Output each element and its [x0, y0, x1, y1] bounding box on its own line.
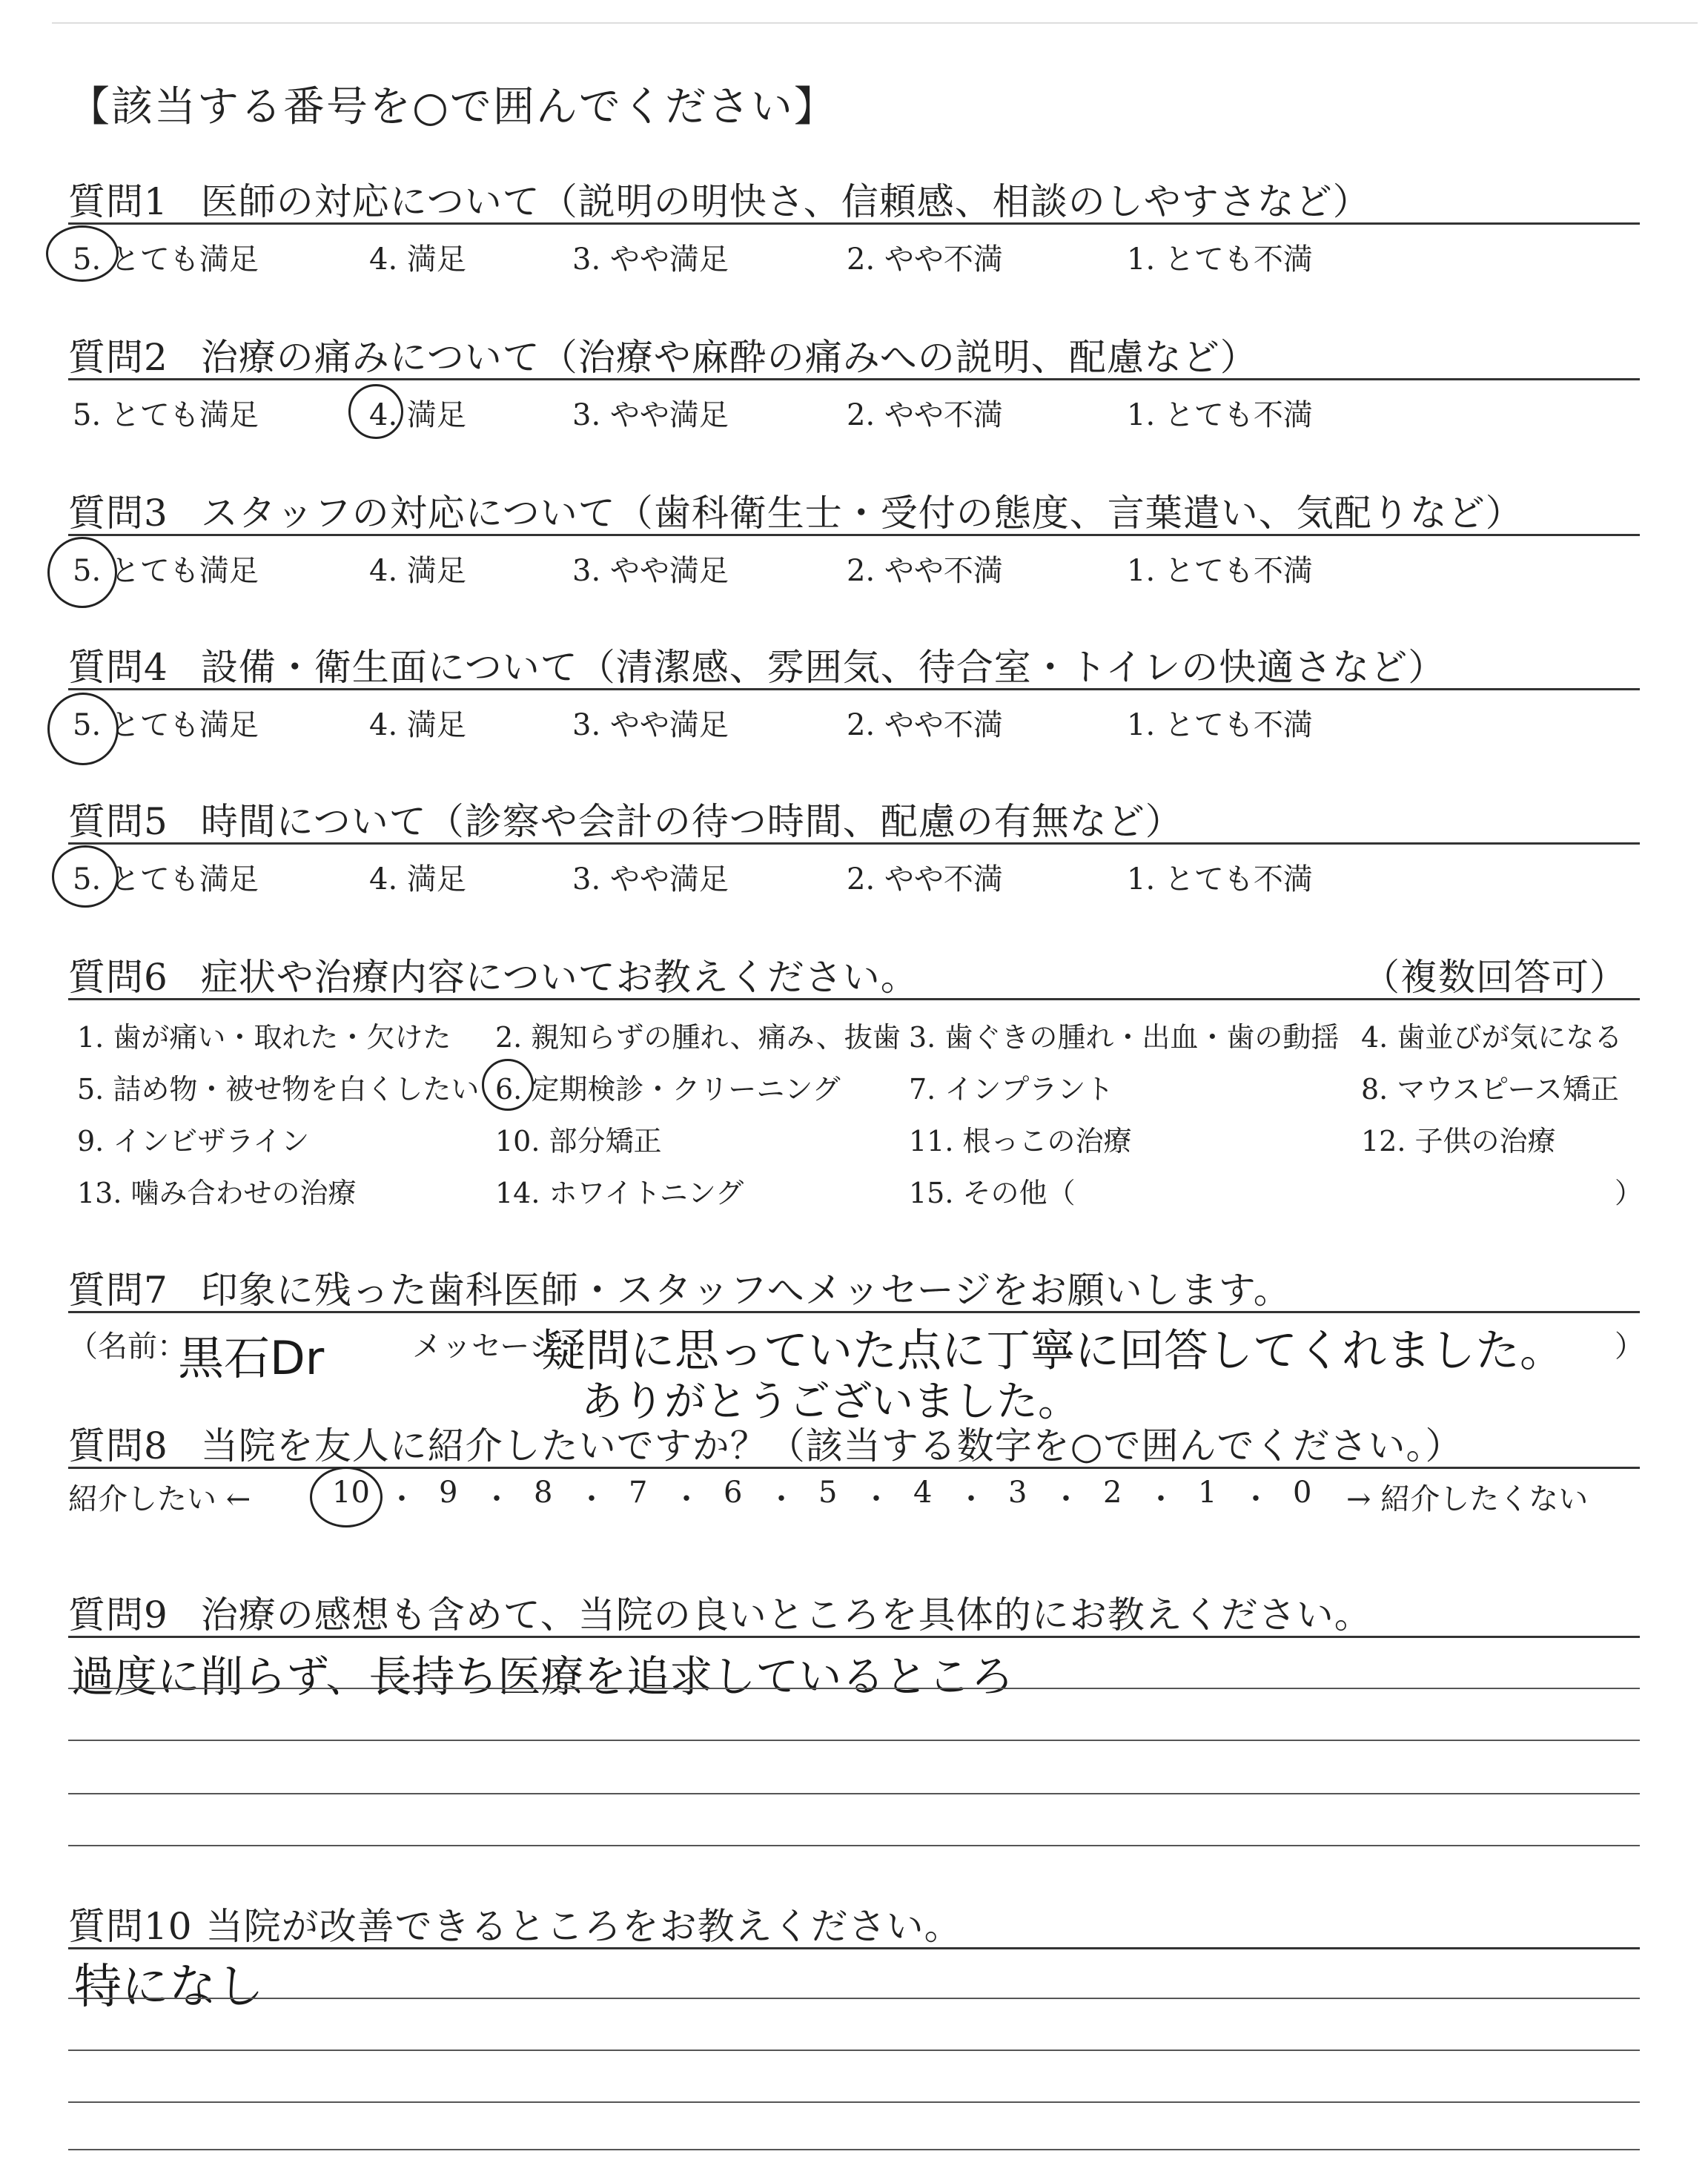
q1-selection-circle: [46, 225, 119, 282]
q5-option-2[interactable]: 2. やや不満: [847, 862, 1003, 896]
q8-separator: ・: [767, 1482, 796, 1516]
q8-separator: ・: [1051, 1482, 1081, 1516]
q8-text: 当院を友人に紹介したいですか？（該当する数字を○で囲んでください。）: [200, 1424, 1463, 1467]
q9-answer-line: [68, 1845, 1640, 1846]
q8-scale-7[interactable]: 7: [629, 1476, 648, 1510]
q6-option-14[interactable]: 14. ホワイトニング: [495, 1177, 744, 1209]
q8-separator: ・: [1241, 1482, 1271, 1516]
q8-separator: ・: [956, 1482, 986, 1516]
q8-scale-2[interactable]: 2: [1103, 1476, 1122, 1510]
q4-option-2[interactable]: 2. やや不満: [847, 708, 1003, 742]
q6-option-2[interactable]: 2. 親知らずの腫れ、痛み、抜歯: [495, 1021, 901, 1054]
q8-selection-circle: [310, 1467, 383, 1527]
q7-label: 質問7: [68, 1269, 168, 1312]
q8-scale-3[interactable]: 3: [1008, 1476, 1027, 1510]
q1-rule: [68, 222, 1640, 225]
q3-option-5[interactable]: 5. とても満足: [73, 554, 259, 588]
q1-option-4[interactable]: 4. 満足: [369, 242, 466, 277]
q10-text: 当院が改善できるところをお教えください。: [205, 1905, 962, 1948]
q9-answer-line: [68, 1793, 1640, 1794]
q2-option-4[interactable]: 4. 満足: [369, 398, 466, 432]
q6-option-4[interactable]: 4. 歯並びが気になる: [1361, 1021, 1623, 1054]
q4-option-4[interactable]: 4. 満足: [369, 708, 466, 742]
q8-scale-4[interactable]: 4: [913, 1476, 933, 1510]
q3-option-2[interactable]: 2. やや不満: [847, 554, 1003, 588]
q8-label: 質問8: [68, 1424, 168, 1467]
q3-option-3[interactable]: 3. やや満足: [572, 554, 729, 588]
q10-answer-line: [68, 2050, 1640, 2051]
q4-selection-circle: [47, 693, 119, 765]
q2-text: 治療の痛みについて（治療や麻酔の痛みへの説明、配慮など）: [200, 336, 1258, 379]
q6-option-9[interactable]: 9. インビザライン: [77, 1125, 310, 1157]
q2-rule: [68, 378, 1640, 380]
q5-option-1[interactable]: 1. とても不満: [1127, 862, 1313, 896]
q7-message-line2[interactable]: ありがとうございました。: [581, 1378, 1079, 1426]
q6-option-11[interactable]: 11. 根っこの治療: [909, 1125, 1132, 1157]
q4-option-3[interactable]: 3. やや満足: [572, 708, 729, 742]
q5-option-5[interactable]: 5. とても満足: [73, 862, 259, 896]
q3-rule: [68, 534, 1640, 536]
q8-scale-5[interactable]: 5: [818, 1476, 838, 1510]
q10-header: [68, 1897, 962, 1950]
q6-option-10[interactable]: 10. 部分矯正: [495, 1125, 662, 1157]
q5-option-4[interactable]: 4. 満足: [369, 862, 466, 896]
q3-selection-circle: [47, 537, 117, 608]
q7-name-label: （名前：: [68, 1330, 187, 1364]
q1-option-2[interactable]: 2. やや不満: [847, 242, 1003, 277]
q7-message-line1[interactable]: 疑問に思っていた点に丁寧に回答してくれました。: [541, 1325, 1564, 1377]
q8-separator: ・: [861, 1482, 891, 1516]
q10-answer[interactable]: 特になし: [74, 1960, 264, 2015]
q10-rule: [68, 1947, 1640, 1949]
q1-label: 質問1: [68, 180, 168, 223]
q9-answer-line: [68, 1740, 1640, 1741]
q5-label: 質問5: [68, 800, 168, 843]
q6-label: 質問6: [68, 956, 168, 999]
q8-scale-10[interactable]: 10: [332, 1476, 370, 1510]
q8-scale-6[interactable]: 6: [724, 1476, 743, 1510]
q2-option-1[interactable]: 1. とても不満: [1127, 398, 1313, 432]
q8-scale-9[interactable]: 9: [439, 1476, 458, 1510]
q4-label: 質問4: [68, 646, 168, 689]
q2-option-5[interactable]: 5. とても満足: [73, 398, 259, 432]
q1-option-3[interactable]: 3. やや満足: [572, 242, 729, 277]
q5-rule: [68, 842, 1640, 845]
page-title: 【該当する番号を○で囲んでください】: [68, 83, 837, 131]
q10-answer-line: [68, 1998, 1640, 1999]
q4-option-5[interactable]: 5. とても満足: [73, 708, 259, 742]
q2-option-2[interactable]: 2. やや不満: [847, 398, 1003, 432]
q8-scale-8[interactable]: 8: [534, 1476, 553, 1510]
q7-name-value[interactable]: 黒石Dr: [178, 1331, 325, 1385]
q9-header: [68, 1585, 1372, 1639]
q8-separator: ・: [577, 1482, 606, 1516]
q6-note: （複数回答可）: [1363, 956, 1627, 999]
q8-separator: ・: [387, 1482, 417, 1516]
scan-edge-line: [52, 22, 1698, 24]
q7-text: 印象に残った歯科医師・スタッフへメッセージをお願いします。: [200, 1269, 1291, 1312]
q9-rule: [68, 1636, 1640, 1638]
q6-option-13[interactable]: 13. 噛み合わせの治療: [77, 1177, 357, 1209]
q2-header: [68, 328, 1258, 381]
q7-close-paren: ）: [1615, 1330, 1644, 1364]
q3-header: [68, 483, 1523, 537]
q8-scale-0[interactable]: 0: [1293, 1476, 1312, 1510]
q8-rule: [68, 1467, 1640, 1469]
q10-answer-line: [68, 2149, 1640, 2150]
q4-text: 設備・衛生面について（清潔感、雰囲気、待合室・トイレの快適さなど）: [200, 646, 1446, 689]
q5-selection-circle: [52, 845, 119, 908]
q6-option-6[interactable]: 6. 定期検診・クリーニング: [495, 1073, 841, 1106]
q6-other-close: ）: [1615, 1177, 1644, 1209]
q10-answer-line: [68, 2101, 1640, 2103]
q1-option-1[interactable]: 1. とても不満: [1127, 242, 1313, 277]
q6-option-5[interactable]: 5. 詰め物・被せ物を白くしたい: [77, 1073, 480, 1106]
q9-answer-line: [68, 1688, 1640, 1689]
q1-text: 医師の対応について（説明の明快さ、信頼感、相談のしやすさなど）: [200, 180, 1371, 223]
q5-text: 時間について（診察や会計の待つ時間、配慮の有無など）: [200, 800, 1183, 843]
q8-separator: ・: [482, 1482, 512, 1516]
q9-label: 質問9: [68, 1593, 168, 1636]
q6-header: [68, 948, 918, 1001]
q3-label: 質問3: [68, 492, 168, 535]
q9-text: 治療の感想も含めて、当院の良いところを具体的にお教えください。: [200, 1593, 1372, 1636]
q2-selection-circle: [348, 384, 403, 439]
q8-right-label: → 紹介したくない: [1346, 1482, 1589, 1516]
q7-rule: [68, 1311, 1640, 1313]
q8-left-label: 紹介したい ←: [68, 1482, 251, 1516]
q6-text: 症状や治療内容についてお教えください。: [200, 956, 918, 999]
q2-label: 質問2: [68, 336, 168, 379]
q6-option-1[interactable]: 1. 歯が痛い・取れた・欠けた: [77, 1021, 451, 1054]
q6-rule: [68, 998, 1640, 1000]
q7-message-label: メッセージ：: [412, 1330, 589, 1364]
q3-text: スタッフの対応について（歯科衛生士・受付の態度、言葉遣い、気配りなど）: [200, 492, 1523, 535]
q6-option-7[interactable]: 7. インプラント: [909, 1073, 1114, 1106]
q5-option-3[interactable]: 3. やや満足: [572, 862, 729, 896]
q6-option-12[interactable]: 12. 子供の治療: [1361, 1125, 1556, 1157]
q1-header: [68, 172, 1371, 225]
q3-option-1[interactable]: 1. とても不満: [1127, 554, 1313, 588]
q2-option-3[interactable]: 3. やや満足: [572, 398, 729, 432]
q9-answer[interactable]: 過度に削らず、長持ち医療を追求しているところ: [71, 1651, 1014, 1702]
q4-rule: [68, 688, 1640, 690]
q8-scale-1[interactable]: 1: [1198, 1476, 1217, 1510]
q5-header: [68, 792, 1183, 845]
q6-option-15[interactable]: 15. その他（: [909, 1177, 1076, 1209]
q4-header: [68, 638, 1446, 691]
q6-selection-circle: [482, 1059, 534, 1111]
q6-option-8[interactable]: 8. マウスピース矯正: [1361, 1073, 1619, 1106]
q3-option-4[interactable]: 4. 満足: [369, 554, 466, 588]
q10-label: 質問10: [68, 1905, 193, 1948]
q8-separator: ・: [672, 1482, 701, 1516]
q4-option-1[interactable]: 1. とても不満: [1127, 708, 1313, 742]
q8-separator: ・: [1146, 1482, 1176, 1516]
q7-header: [68, 1261, 1291, 1314]
q1-option-5[interactable]: 5. とても満足: [73, 242, 259, 277]
q8-header: [68, 1416, 1463, 1470]
q6-option-3[interactable]: 3. 歯ぐきの腫れ・出血・歯の動揺: [909, 1021, 1340, 1054]
